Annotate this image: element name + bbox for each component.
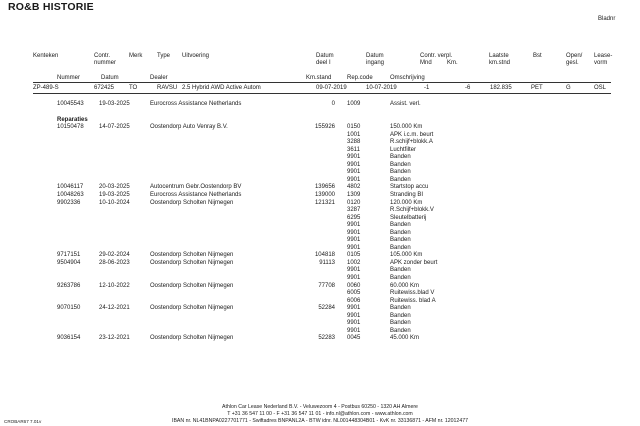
footer-contact: T +31 36 547 11 00 - F +31 36 547 11 01 - info.nl@athlon.com - www.athlon.com (227, 411, 413, 417)
header-dealer: Dealer (150, 75, 168, 81)
row-km-stand: 104818 (314, 252, 335, 259)
row-nummer: 10150478 (57, 124, 84, 130)
row-dealer: Eurocross Assistance Netherlands (150, 191, 242, 198)
row-rep-code: 1002 (347, 259, 361, 266)
vehicle-divider (33, 93, 611, 94)
header-open-gesl: Open/ gesl. (566, 53, 583, 66)
row-datum: 12-10-2022 (99, 282, 130, 289)
row-omschrijving: Ruitewiss.blad V (390, 290, 435, 297)
row-dealer: Oostendorp Scholten Nijmegen (150, 252, 234, 259)
row-rep-code: 3288 (347, 139, 361, 146)
row-km-stand: 77708 (318, 282, 335, 289)
row-rep-code: 9901 (347, 229, 361, 236)
row-nummer: 9070150 (57, 305, 81, 312)
header-merk: Merk (129, 53, 143, 59)
header-bst: Bst (533, 53, 542, 59)
row-omschrijving: 45.000 Km (390, 335, 420, 342)
row-omschrijving: Banden (390, 176, 411, 183)
row-nummer: 10046117 (57, 184, 84, 191)
row-rep-code: 9901 (347, 161, 361, 168)
header-contr-nummer: Contr. nummer (94, 53, 117, 66)
row-rep-code: 9901 (347, 267, 361, 274)
row-omschrijving: Startstop accu (390, 184, 429, 191)
row-omschrijving: APK i.c.m. beurt (390, 131, 434, 138)
row-omschrijving: Sleutelbatterij (390, 214, 427, 221)
row-omschrijving: 150.000 Km (390, 124, 423, 130)
row-omschrijving: Luchtfilter (390, 146, 417, 153)
vehicle-laatste-km: 182.835 (490, 85, 512, 91)
header-kenteken: Kenteken (33, 53, 59, 59)
row-omschrijving: Banden (390, 154, 411, 161)
vehicle-open-gesl: G (566, 85, 571, 91)
row-rep-code: 3611 (347, 146, 360, 153)
header-uitvoering: Uitvoering (182, 53, 210, 59)
row-omschrijving: R.schijf+blokk.A (390, 139, 433, 146)
row-rep-code: 1001 (347, 131, 361, 138)
row-datum: 28-06-2023 (99, 259, 130, 266)
row-rep-code: 0150 (347, 124, 361, 130)
assist-datum: 19-03-2025 (99, 101, 130, 107)
row-rep-code: 6005 (347, 290, 361, 297)
row-rep-code: 9901 (347, 275, 361, 281)
row-datum: 24-12-2021 (99, 305, 130, 312)
assist-omschrijving: Assist. verl. (390, 101, 421, 107)
row-rep-code: 9901 (347, 305, 361, 312)
row-datum: 19-03-2025 (99, 191, 130, 198)
row-rep-code: 6006 (347, 297, 361, 304)
row-rep-code: 9901 (347, 169, 361, 176)
row-nummer: 9504904 (57, 259, 81, 266)
header-omschrijving: Omschrijving (390, 75, 425, 81)
row-omschrijving: 60.000 Km (390, 282, 420, 289)
header-datum-deel1: Datum deel I (316, 53, 334, 66)
row-rep-code: 0105 (347, 252, 361, 259)
row-omschrijving: Banden (390, 222, 411, 229)
row-rep-code: 0120 (347, 199, 361, 206)
header-divider (33, 82, 611, 83)
row-rep-code: 9901 (347, 244, 361, 251)
row-km-stand: 155926 (314, 124, 335, 130)
row-rep-code: 9901 (347, 320, 361, 327)
row-datum: 29-02-2024 (99, 252, 130, 259)
vehicle-km: -6 (465, 85, 471, 91)
row-dealer: Oostendorp Scholten Nijmegen (150, 282, 234, 289)
vehicle-mnd: -1 (424, 85, 430, 91)
row-omschrijving: Ruitewiss. blad A (390, 297, 436, 304)
vehicle-bst: PET (531, 85, 543, 91)
row-omschrijving: Banden (390, 237, 411, 244)
row-km-stand: 52284 (318, 305, 335, 312)
assist-km: 0 (331, 101, 335, 107)
row-km-stand: 52283 (318, 335, 335, 342)
row-rep-code: 4802 (347, 184, 361, 191)
row-km-stand: 91113 (319, 259, 335, 266)
row-rep-code: 9901 (347, 327, 361, 334)
row-rep-code: 3287 (347, 207, 361, 214)
assist-dealer: Eurocross Assistance Netherlands (150, 101, 242, 107)
vehicle-type: RAVSU (157, 85, 178, 91)
row-nummer: 10048263 (57, 191, 84, 198)
row-nummer: 9717151 (57, 252, 81, 259)
row-omschrijving: Banden (390, 312, 411, 319)
bladnr-label: Bladnr (598, 16, 616, 22)
header-datum: Datum (101, 75, 119, 81)
row-rep-code: 0060 (347, 282, 361, 289)
row-dealer: Oostendorp Scholten Nijmegen (150, 305, 234, 312)
reparaties-label: Reparaties (57, 117, 88, 123)
header-lease-vorm: Lease- vorm (594, 53, 613, 66)
vehicle-datum-deel1: 09-07-2019 (316, 85, 347, 91)
row-nummer: 9036154 (57, 335, 81, 342)
header-laatste-km: Laatste km.stnd (489, 53, 511, 66)
vehicle-uitvoering: 2.5 Hybrid AWD Active Autom (182, 85, 261, 91)
row-rep-code: 9901 (347, 222, 361, 229)
row-omschrijving: Banden (390, 229, 411, 236)
row-dealer: Oostendorp Scholten Nijmegen (150, 335, 234, 342)
header-type: Type (157, 53, 171, 59)
row-datum: 14-07-2025 (99, 124, 130, 130)
row-omschrijving: Banden (390, 169, 411, 176)
row-datum: 20-03-2025 (99, 184, 130, 191)
row-omschrijving: Banden (390, 320, 411, 327)
vehicle-contr-nummer: 672425 (94, 85, 115, 91)
vehicle-kenteken: ZP-489-S (33, 85, 59, 91)
footer-registration: IBAN nr. NL41BNPA0227701771 - Swiftadres BNPANL2A - BTW idnr. NL001448304B01 - KvK nr. 33136871 - AFM nr. 12012477 (172, 418, 468, 424)
row-omschrijving: 105.000 Km (390, 252, 423, 259)
row-dealer: Oostendorp Scholten Nijmegen (150, 199, 234, 206)
row-dealer: Oostendorp Auto Venray B.V. (150, 124, 228, 130)
row-datum: 23-12-2021 (99, 335, 130, 342)
row-km-stand: 139656 (314, 184, 335, 191)
row-rep-code: 6295 (347, 214, 361, 221)
row-omschrijving: APK zonder beurt (390, 259, 438, 266)
assist-nummer: 10045543 (57, 101, 84, 107)
row-omschrijving: Stranding BI (390, 191, 424, 198)
row-rep-code: 9901 (347, 176, 361, 183)
footer-address: Athlon Car Lease Nederland B.V. - Veluwezoom 4 - Postbus 60250 - 1320 AH Almere (222, 404, 418, 410)
vehicle-lease-vorm: OSL (594, 85, 607, 91)
row-rep-code: 9901 (347, 237, 361, 244)
row-omschrijving: Banden (390, 327, 411, 334)
header-datum-ingang: Datum ingang (366, 53, 385, 66)
row-rep-code: 1309 (347, 191, 361, 198)
row-nummer: 9263786 (57, 282, 81, 289)
row-rep-code: 9901 (347, 312, 361, 319)
vehicle-merk: TO (129, 85, 138, 91)
header-contr-verpl: Contr. verpl. (420, 53, 453, 59)
form-code: CROBAR67 7.01v (4, 419, 42, 424)
row-datum: 10-10-2024 (99, 199, 130, 206)
row-omschrijving: Banden (390, 275, 411, 281)
header-mnd: Mnd (420, 60, 432, 66)
row-omschrijving: Banden (390, 267, 411, 274)
row-rep-code: 0045 (347, 335, 361, 342)
assist-code: 1009 (347, 101, 361, 107)
row-nummer: 9902336 (57, 199, 81, 206)
vehicle-datum-ingang: 10-07-2019 (366, 85, 397, 91)
header-rep-code: Rep.code (347, 75, 373, 81)
row-dealer: Autocentrum Gebr.Oostendorp BV (150, 184, 242, 191)
row-rep-code: 9901 (347, 154, 361, 161)
row-dealer: Oostendorp Scholten Nijmegen (150, 259, 234, 266)
header-nummer: Nummer (57, 75, 81, 81)
row-km-stand: 139000 (314, 191, 335, 198)
page-title: RO&B HISTORIE (8, 1, 94, 13)
header-km: Km. (447, 60, 458, 66)
row-omschrijving: Banden (390, 305, 411, 312)
row-omschrijving: Banden (390, 244, 411, 251)
row-omschrijving: 120.000 Km (390, 199, 423, 206)
row-omschrijving: R.Schijf+blokk.V (390, 207, 434, 214)
row-km-stand: 121321 (314, 199, 335, 206)
header-km-stand: Km.stand (306, 75, 332, 81)
row-omschrijving: Banden (390, 161, 411, 168)
